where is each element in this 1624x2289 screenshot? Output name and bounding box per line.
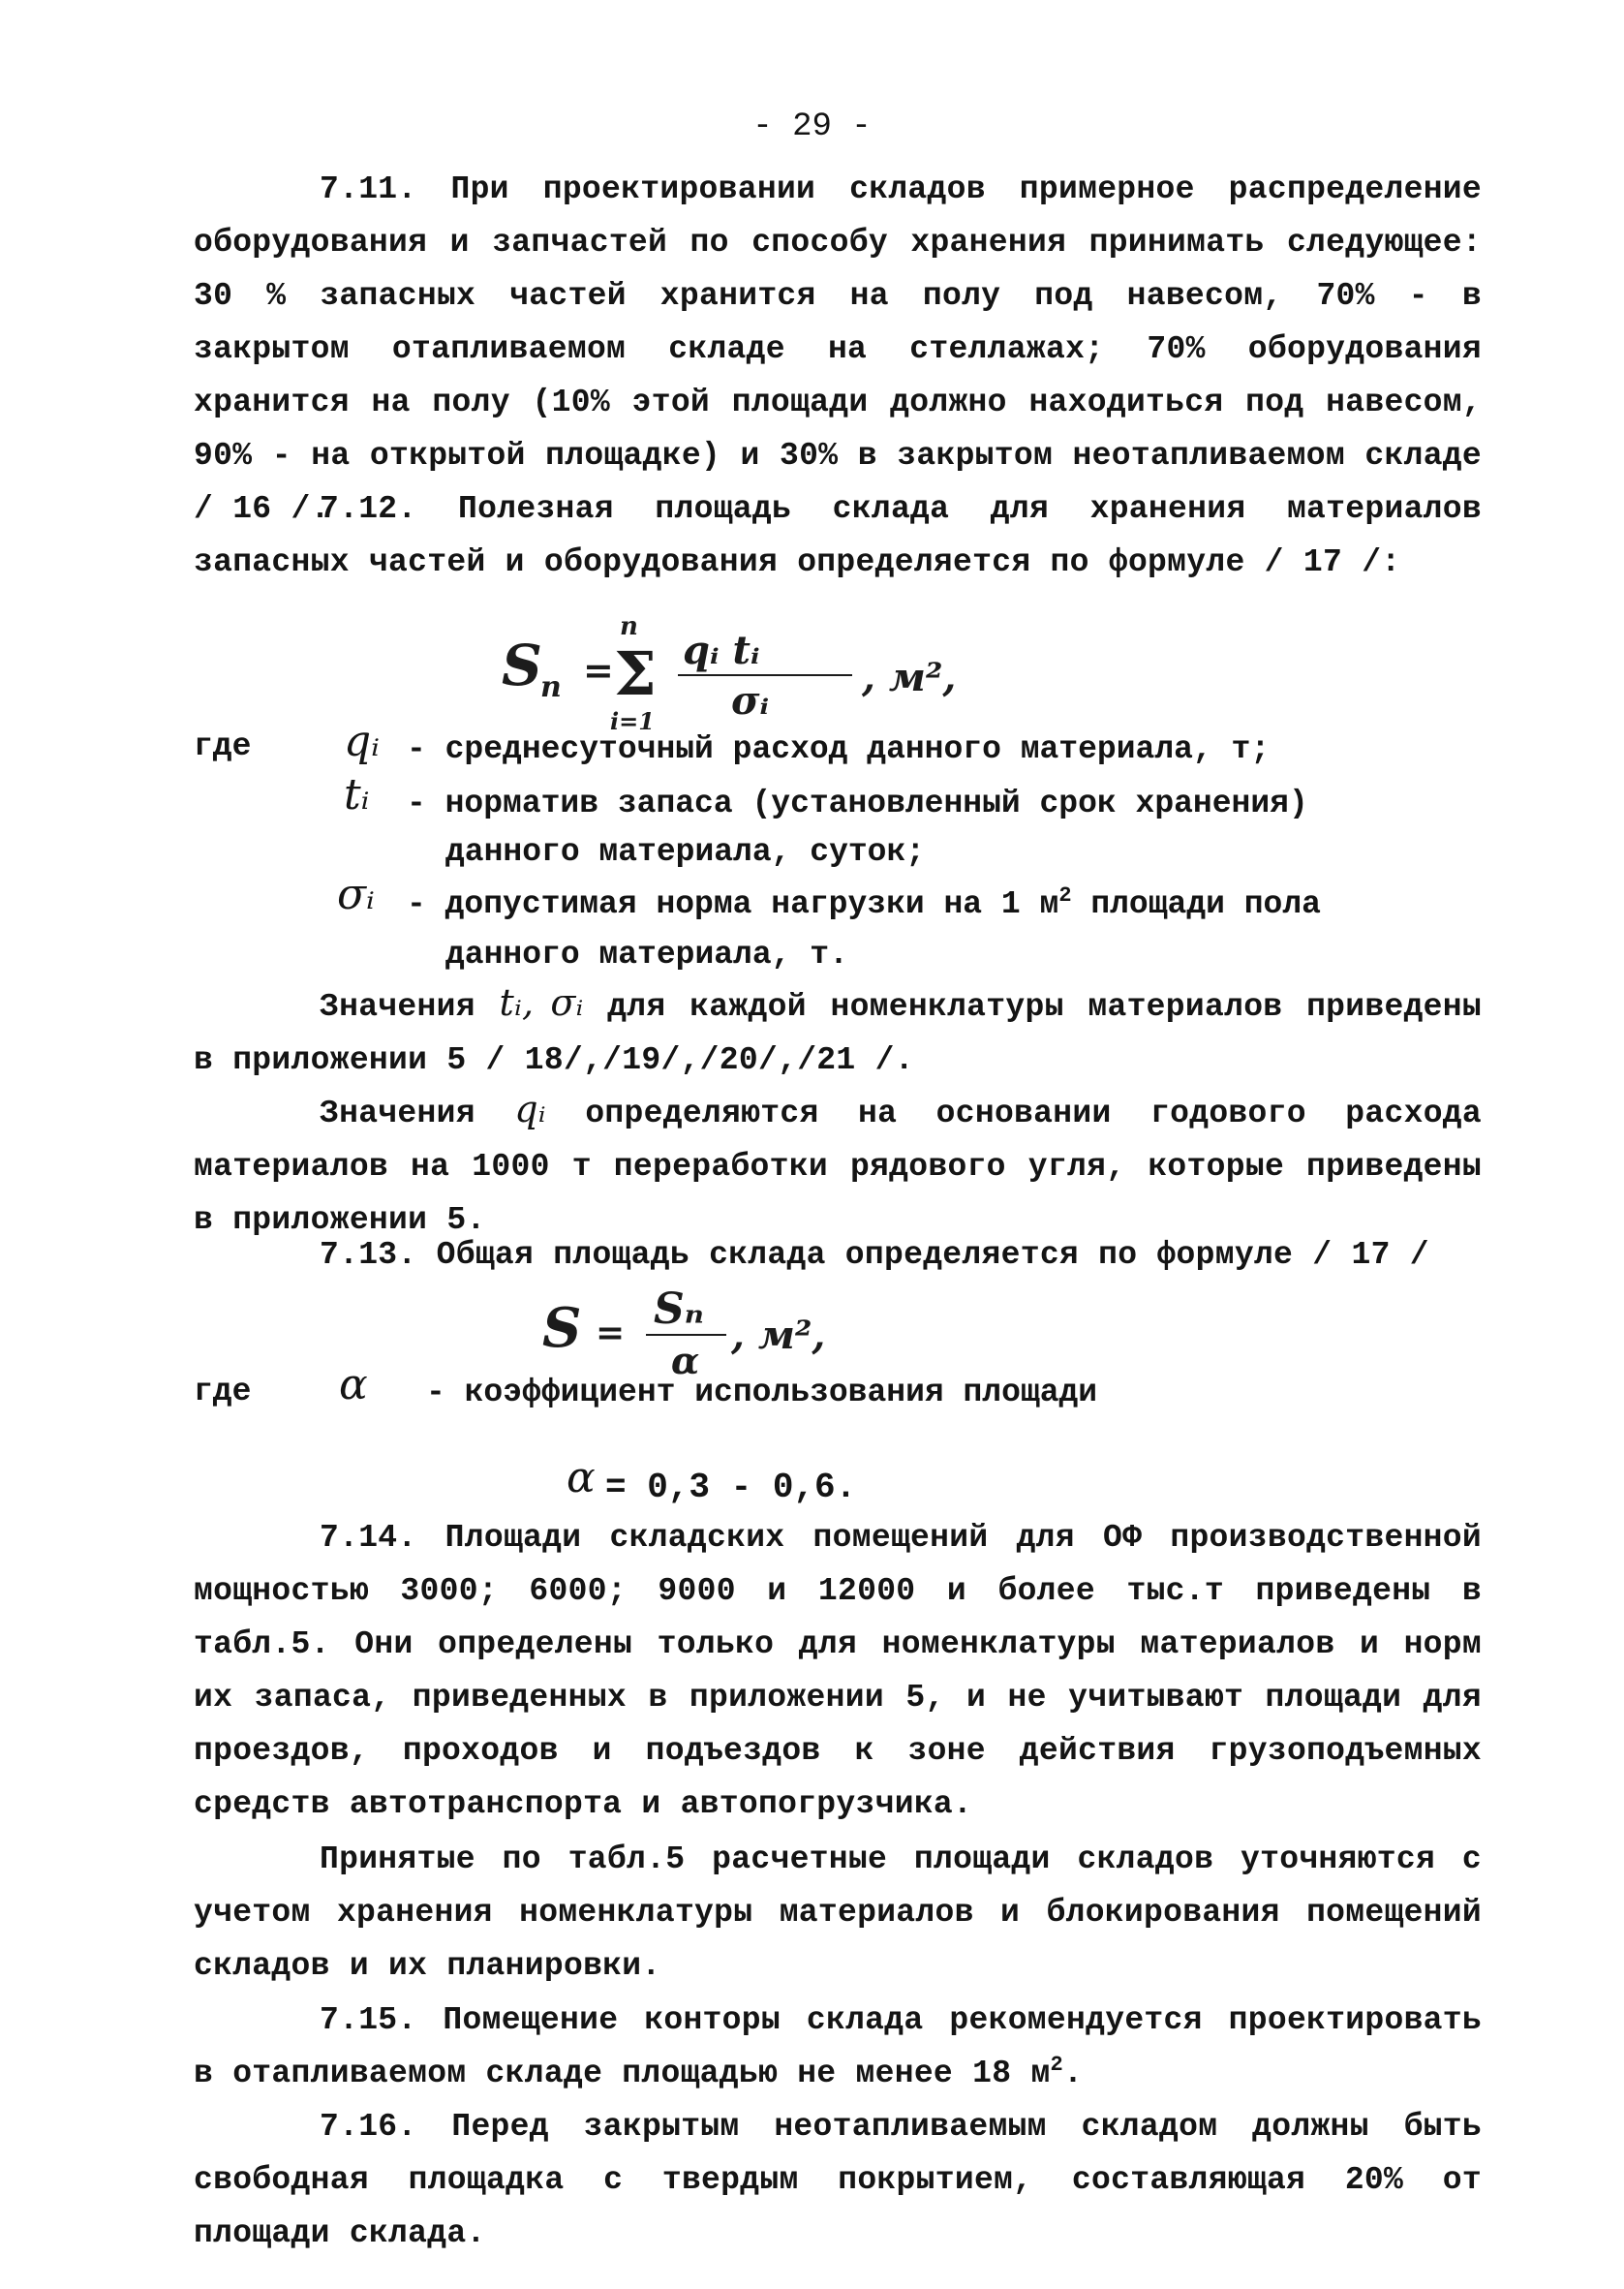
values-ti-symbols: tᵢ, σᵢ bbox=[499, 981, 584, 1024]
paragraph-7-11: 7.11. При проектировании складов примерное распределение оборудования и запчастей по способу хранения принимать следующее: 30 % запасных частей хранится на полу под навесом, 70% - в закрытом отапливаемом складе на стеллажах; 70% оборудования хранится на полу (10% этой площади должно находиться под навесом, 90% - на открытой площадке) и 30% в закрытом неотапливаемом складе / 16 /. bbox=[194, 171, 1482, 527]
values-qi-pre: Значения bbox=[320, 1096, 475, 1131]
definition-sigma-text: - допустимая норма нагрузки на 1 м bbox=[407, 886, 1059, 922]
definition-sigma-text-after: площади пола bbox=[1071, 886, 1321, 922]
formula-1-sum-bottom: i=1 bbox=[610, 707, 655, 735]
formula-1-sum-top: n bbox=[620, 612, 638, 641]
paragraph-7-13: 7.13. Общая площадь склада определяется по формуле / 17 / bbox=[320, 1237, 1429, 1273]
paragraph-7-14: 7.14. Площади складских помещений для ОФ производственной мощностью 3000; 6000; 9000 и 12000 и более тыс.т приведены в табл.5. Они определены только для номенклатуры материалов и норм их запаса, приведенных в приложении 5, и не учитывают площади для проездов, проходов и подъездов к зоне действия грузоподъемных средств автотранспорта и автопогрузчика. bbox=[194, 1520, 1482, 1822]
alpha-range-symbol: α bbox=[567, 1453, 596, 1502]
symbol-alpha: α bbox=[339, 1360, 368, 1409]
where-label-2: где bbox=[194, 1374, 252, 1409]
paragraph-7-15 bbox=[194, 1994, 1482, 2100]
values-ti-post: для каждой номенклатуры материалов приведены в приложении 5 / 18/,/19/,/20/,/21 /. bbox=[194, 989, 1482, 1078]
formula-1-denominator: σᵢ bbox=[731, 678, 770, 724]
symbol-qi: qᵢ bbox=[344, 717, 381, 766]
formula-2-equals: = bbox=[596, 1313, 626, 1353]
definition-ti-text: - норматив запаса (установленный срок хранения) bbox=[407, 786, 1308, 821]
paragraph-7-15-sup: 2 bbox=[1050, 2053, 1064, 2077]
values-ti-pre: Значения bbox=[320, 989, 475, 1025]
definition-alpha-text: - коэффициент использования площади bbox=[426, 1375, 1098, 1410]
definition-sigma-line bbox=[407, 882, 1321, 928]
definition-sigma-sup: 2 bbox=[1058, 883, 1072, 908]
paragraph-7-16: 7.16. Перед закрытым неотапливаемым складом должны быть свободная площадка с твердым покрытием, составляющая 20% от площади склада. bbox=[194, 2109, 1482, 2251]
formula-1-lhs-sub: п bbox=[540, 670, 562, 704]
paragraph-7-12: 7.12. Полезная площадь склада для хранения материалов запасных частей и оборудования определяется по формуле / 17 /: bbox=[194, 491, 1482, 580]
alpha-range-text: = 0,3 - 0,6. bbox=[605, 1468, 857, 1507]
where-label-1: где bbox=[194, 728, 252, 764]
paragraph-values-ti bbox=[194, 976, 1482, 1087]
formula-1-units: , м², bbox=[862, 655, 957, 700]
values-qi-symbol: qᵢ bbox=[514, 1088, 546, 1130]
definition-ti-continuation: данного материала, суток; bbox=[445, 834, 926, 870]
formula-2-denominator: α bbox=[671, 1339, 700, 1382]
paragraph-values-qi bbox=[194, 1083, 1482, 1247]
formula-1-sigma: Σ bbox=[614, 638, 657, 709]
formula-1-lhs: S bbox=[502, 633, 542, 698]
formula-1-equals: = bbox=[583, 648, 614, 692]
paragraph-7-15-end: . bbox=[1063, 2056, 1084, 2091]
formula-2-lhs: S bbox=[542, 1296, 582, 1360]
formula-1-graphic bbox=[494, 605, 1094, 741]
paragraph-7-14-continued: Принятые по табл.5 расчетные площади складов уточняются с учетом хранения номенклатуры материалов и блокирования помещений складов и их планировки. bbox=[194, 1841, 1482, 1984]
symbol-ti: tᵢ bbox=[344, 770, 370, 820]
paragraph-7-15-text: 7.15. Помещение конторы склада рекомендуется проектировать в отапливаемом складе площадью не менее 18 м bbox=[194, 2002, 1482, 2091]
formula-2-units: , м², bbox=[731, 1313, 826, 1358]
definition-sigma-continuation: данного материала, т. bbox=[445, 937, 848, 973]
values-qi-post: определяются на основании годового расхода материалов на 1000 т переработки рядового угля, которые приведены в приложении 5. bbox=[194, 1096, 1483, 1238]
page-number: - 29 - bbox=[752, 108, 872, 145]
formula-total-area bbox=[537, 1277, 944, 1383]
symbol-sigma: σᵢ bbox=[337, 870, 375, 919]
formula-2-numerator: Sₙ bbox=[654, 1284, 704, 1334]
formula-1-numerator: qᵢ tᵢ bbox=[683, 628, 760, 673]
definition-qi-text: - среднесуточный расход данного материала, т; bbox=[407, 731, 1271, 767]
